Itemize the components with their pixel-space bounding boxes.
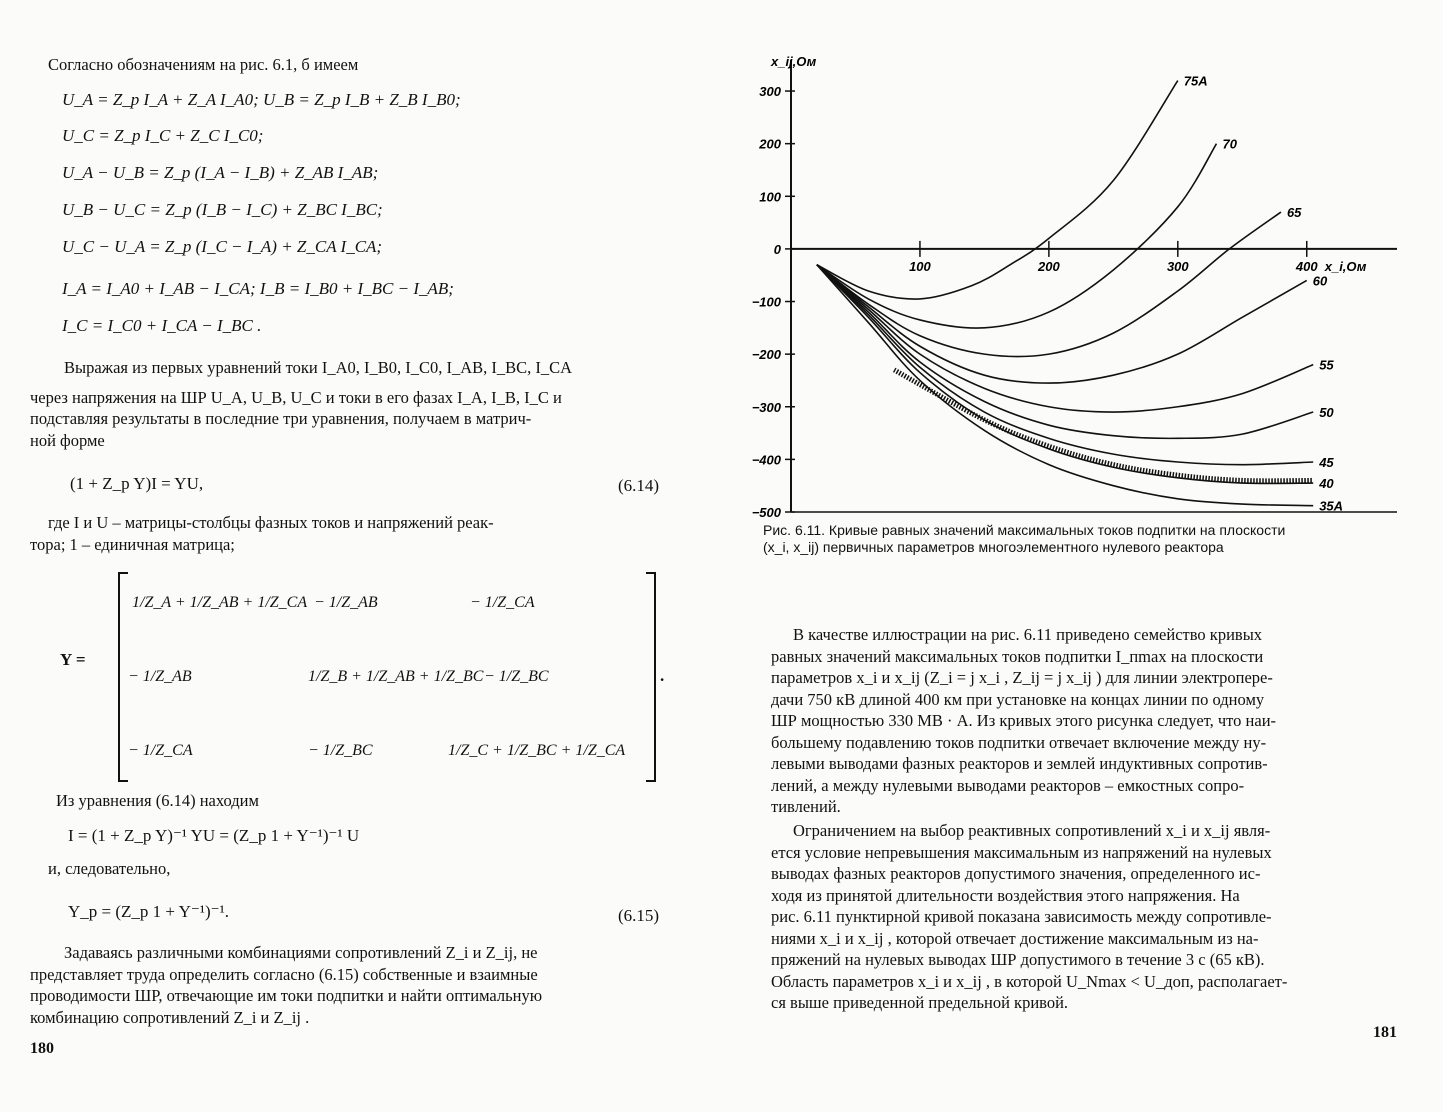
y-tick-label: −100 <box>751 294 781 310</box>
paragraph-1-line: ной форме <box>30 430 105 450</box>
paragraph-r1-line: дачи 750 кВ длиной 400 км при установке на концах линии по одному <box>771 689 1265 709</box>
hence-text: и, следовательно, <box>48 859 171 878</box>
y-tick-label: 200 <box>759 136 781 152</box>
y-tick-label: −400 <box>751 452 781 468</box>
equation-4: U_B − U_C = Z_p (I_B − I_C) + Z_BC I_BC; <box>62 200 383 219</box>
y-tick-label: 100 <box>759 189 781 205</box>
equation-6-15: Y_p = (Z_p 1 + Y⁻¹)⁻¹. <box>68 902 229 921</box>
paragraph-1-line: подставляя результаты в последние три уравнения, получаем в матрич- <box>30 409 532 428</box>
series-line <box>817 265 1307 383</box>
figure-caption-line: (x_i, x_ij) первичных параметров многоэлементного нулевого реактора <box>763 539 1224 555</box>
paragraph-1 <box>30 357 670 451</box>
intro-text: Согласно обозначениям на рис. 6.1, б имеем <box>48 55 359 74</box>
equation-7: I_C = I_C0 + I_CA − I_BC . <box>62 316 262 335</box>
chart-labels-group <box>1184 74 1343 514</box>
series-label: 40 <box>1319 476 1334 492</box>
x-axis-label: x_i,Ом <box>1324 258 1367 274</box>
series-label: 45 <box>1319 455 1334 471</box>
paragraph-r2-line: Область параметров x_i и x_ij , в которой U_Nmax < U_доп, располагает- <box>771 971 1288 991</box>
paragraph-r1-line: В качестве иллюстрации на рис. 6.11 приведено семейство кривых <box>793 625 1263 644</box>
equation-6-14: (1 + Z_p Y)I = YU, <box>70 474 204 493</box>
series-line <box>817 81 1178 300</box>
page-number-right: 181 <box>1373 1024 1397 1041</box>
figure-caption <box>763 522 1403 556</box>
series-label: 35А <box>1319 498 1344 514</box>
paragraph-r1-line: параметров x_i и x_ij (Z_i = j x_i , Z_ij = j x_ij ) для линии электропере- <box>771 668 1273 687</box>
equation-1: U_A = Z_p I_A + Z_A I_A0; U_B = Z_p I_B + Z_B I_B0; <box>62 90 461 109</box>
paragraph-3 <box>30 942 670 1028</box>
matrix-cell: 1/Z_B + 1/Z_AB + 1/Z_BC <box>308 668 484 685</box>
y-tick-label: 300 <box>759 84 781 100</box>
matrix-label: Y = <box>60 650 86 669</box>
paragraph-r2 <box>771 820 1399 1014</box>
matrix-cell: − 1/Z_BC <box>308 742 373 759</box>
series-line <box>817 144 1217 328</box>
matrix-end-dot: . <box>660 666 665 685</box>
y-tick-label: −200 <box>751 347 781 363</box>
paragraph-3-line: Задаваясь различными комбинациями сопротивлений Z_i и Z_ij, не <box>64 943 538 962</box>
equation-6: I_A = I_A0 + I_AB − I_CA; I_B = I_B0 + I_BC − I_AB; <box>62 279 454 298</box>
chart-series-group <box>817 81 1313 506</box>
series-line <box>817 265 1313 506</box>
paragraph-r2-line: рис. 6.11 пунктирной кривой показана зависимость между сопротивле- <box>771 907 1272 926</box>
y-tick-label: −300 <box>751 399 781 415</box>
equation-I: I = (1 + Z_p Y)⁻¹ YU = (Z_p 1 + Y⁻¹)⁻¹ U <box>68 826 360 845</box>
paragraph-2-line: где I и U – матрицы-столбцы фазных токов и напряжений реак- <box>48 513 494 532</box>
from-equation-text: Из уравнения (6.14) находим <box>56 791 259 810</box>
paragraph-r1-line: тивлений. <box>771 797 841 816</box>
matrix-cell: − 1/Z_BC <box>484 668 549 685</box>
paragraph-r1-line: большему подавлению токов подпитки отвечает включение между ну- <box>771 732 1267 752</box>
right-page <box>715 0 1443 1112</box>
equation-5: U_C − U_A = Z_p (I_C − I_A) + Z_CA I_CA; <box>62 237 383 256</box>
paragraph-1-line: Выражая из первых уравнений токи I_A0, I_B0, I_C0, I_AB, I_BC, I_CA <box>64 358 573 377</box>
equation-2: U_C = Z_p I_C + Z_C I_C0; <box>62 126 264 145</box>
paragraph-r1 <box>771 624 1399 818</box>
equation-3: U_A − U_B = Z_p (I_A − I_B) + Z_AB I_AB; <box>62 163 379 182</box>
paragraph-2 <box>30 512 670 555</box>
paragraph-r2-line: ется условие непревышения максимальным из напряжений на нулевых <box>771 842 1272 862</box>
paragraph-r2-line: ходя из принятой длительности воздействия этого напряжения. На <box>771 885 1240 905</box>
series-label: 75А <box>1183 73 1208 89</box>
paragraph-r2-line: ниями x_i и x_ij , которой отвечает достижение максимальным из на- <box>771 928 1259 948</box>
x-tick-label: 100 <box>909 258 931 274</box>
series-label: 55 <box>1319 357 1334 373</box>
x-tick-label: 300 <box>1166 258 1189 274</box>
matrix-cell: − 1/Z_CA <box>470 594 535 611</box>
matrix-cell: 1/Z_C + 1/Z_BC + 1/Z_CA <box>448 742 626 759</box>
paragraph-r2-line: выводах фазных реакторов допустимого значения, определенного ис- <box>771 864 1261 883</box>
matrix-y <box>118 572 656 780</box>
paragraph-r1-line: лений, а между нулевыми выводами реакторов – емкостных сопро- <box>771 775 1245 795</box>
paragraph-r2-line: Ограничением на выбор реактивных сопротивлений x_i и x_ij явля- <box>793 821 1271 840</box>
series-label: 70 <box>1222 136 1237 152</box>
series-label: 50 <box>1319 405 1334 421</box>
matrix-cell: 1/Z_A + 1/Z_AB + 1/Z_CA <box>132 594 308 611</box>
matrix-cell: − 1/Z_CA <box>128 742 193 759</box>
equation-number-6-14: (6.14) <box>618 476 660 495</box>
matrix-cell: − 1/Z_AB <box>128 668 192 685</box>
paragraph-3-line: комбинацию сопротивлений Z_i и Z_ij . <box>30 1007 310 1027</box>
paragraph-r1-line: ШР мощностью 330 МВ · А. Из кривых этого рисунка следует, что наи- <box>771 711 1277 730</box>
equation-number-6-15: (6.15) <box>618 906 660 925</box>
figure-caption-line: Рис. 6.11. Кривые равных значений максимальных токов подпитки на плоскости <box>763 522 1286 538</box>
paragraph-r2-line: ся выше приведенной предельной кривой. <box>771 993 1069 1012</box>
matrix-bracket-left <box>118 572 128 782</box>
x-tick-label: 400 <box>1295 258 1318 274</box>
paragraph-3-line: проводимости ШР, отвечающие им токи подпитки и найти оптимальную <box>30 986 543 1005</box>
y-axis-label: x_ij,Ом <box>771 54 817 69</box>
matrix-bracket-right <box>646 572 656 782</box>
paragraph-r1-line: равных значений максимальных токов подпитки I_пmax на плоскости <box>771 646 1264 666</box>
chart-figure-6-11 <box>735 50 1415 520</box>
paragraph-3-line: представляет труда определить согласно (6.15) собственные и взаимные <box>30 964 538 984</box>
y-tick-label: −500 <box>751 505 781 520</box>
paragraph-r1-line: левыми выводами фазных реакторов и землей индуктивных сопротив- <box>771 754 1268 773</box>
paragraph-2-line: тора; 1 – единичная матрица; <box>30 534 235 554</box>
series-label: 65 <box>1286 205 1302 221</box>
left-page <box>0 0 715 1112</box>
paragraph-r2-line: пряжений на нулевых выводах ШР допустимого в течение 3 с (65 кВ). <box>771 950 1265 969</box>
series-label: 60 <box>1312 273 1328 289</box>
y-tick-label: 0 <box>773 241 781 257</box>
paragraph-1-line: через напряжения на ШР U_A, U_B, U_C и токи в его фазах I_A, I_B, I_C и <box>30 387 562 407</box>
matrix-cell: − 1/Z_AB <box>314 594 378 611</box>
page-number-left: 180 <box>30 1040 54 1057</box>
x-tick-label: 200 <box>1038 258 1060 274</box>
